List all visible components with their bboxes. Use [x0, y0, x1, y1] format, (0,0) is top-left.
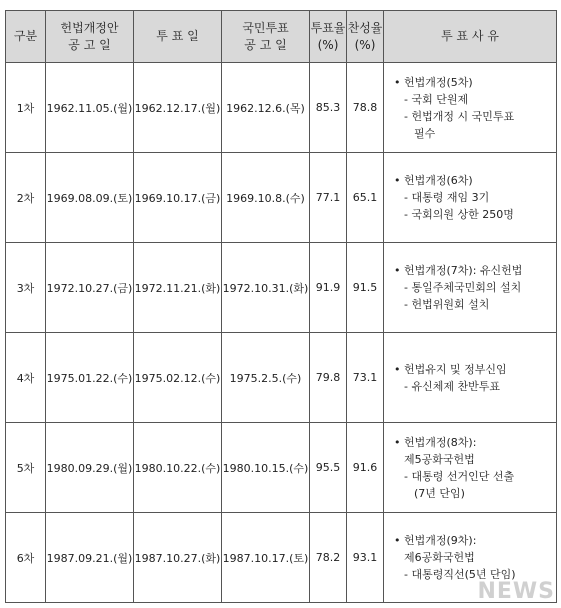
cell-reason: • 헌법개정(5차) - 국회 단원제 - 헌법개정 시 국민투표 필수	[384, 63, 557, 153]
cell-referendum-notice: 1972.10.31.(화)	[222, 243, 310, 333]
cell-proposal-date: 1987.09.21.(월)	[46, 513, 134, 603]
cell-vote-date: 1980.10.22.(수)	[134, 423, 222, 513]
cell-reason: • 헌법개정(8차): 제5공화국헌법 - 대통령 선거인단 선출 (7년 단임)	[384, 423, 557, 513]
cell-round: 4차	[6, 333, 46, 423]
cell-turnout: 78.2	[310, 513, 347, 603]
header-row	[6, 11, 557, 63]
cell-turnout: 79.8	[310, 333, 347, 423]
table-row	[6, 333, 557, 423]
cell-round: 6차	[6, 513, 46, 603]
cell-approval: 91.6	[347, 423, 384, 513]
table-row	[6, 243, 557, 333]
cell-approval: 78.8	[347, 63, 384, 153]
cell-referendum-notice: 1969.10.8.(수)	[222, 153, 310, 243]
cell-proposal-date: 1980.09.29.(월)	[46, 423, 134, 513]
header-turnout: 투표율 (%)	[310, 11, 347, 63]
header-proposal-date: 헌법개정안 공 고 일	[46, 11, 134, 63]
table-row	[6, 513, 557, 603]
cell-approval: 91.5	[347, 243, 384, 333]
cell-proposal-date: 1962.11.05.(월)	[46, 63, 134, 153]
header-vote-date: 투 표 일	[134, 11, 222, 63]
cell-round: 3차	[6, 243, 46, 333]
cell-reason: • 헌법개정(6차) - 대통령 재임 3기 - 국회의원 상한 250명	[384, 153, 557, 243]
cell-proposal-date: 1969.08.09.(토)	[46, 153, 134, 243]
header-approval: 찬성율 (%)	[347, 11, 384, 63]
cell-proposal-date: 1975.01.22.(수)	[46, 333, 134, 423]
cell-referendum-notice: 1975.2.5.(수)	[222, 333, 310, 423]
cell-vote-date: 1975.02.12.(수)	[134, 333, 222, 423]
cell-reason: • 헌법유지 및 정부신임 - 유신체제 찬반투표	[384, 333, 557, 423]
table-row	[6, 153, 557, 243]
cell-turnout: 85.3	[310, 63, 347, 153]
cell-turnout: 91.9	[310, 243, 347, 333]
cell-approval: 93.1	[347, 513, 384, 603]
cell-reason: • 헌법개정(9차): 제6공화국헌법 - 대통령직선(5년 단임)	[384, 513, 557, 603]
cell-approval: 73.1	[347, 333, 384, 423]
cell-approval: 65.1	[347, 153, 384, 243]
cell-proposal-date: 1972.10.27.(금)	[46, 243, 134, 333]
cell-turnout: 77.1	[310, 153, 347, 243]
cell-referendum-notice: 1962.12.6.(목)	[222, 63, 310, 153]
header-reason: 투 표 사 유	[384, 11, 557, 63]
cell-round: 1차	[6, 63, 46, 153]
referendum-table	[5, 10, 557, 603]
cell-reason: • 헌법개정(7차): 유신헌법 - 통일주체국민회의 설치 - 헌법위원회 설치	[384, 243, 557, 333]
watermark-logo: NEWS	[477, 579, 555, 604]
table-row	[6, 63, 557, 153]
cell-vote-date: 1962.12.17.(월)	[134, 63, 222, 153]
header-referendum-notice: 국민투표 공 고 일	[222, 11, 310, 63]
cell-vote-date: 1969.10.17.(금)	[134, 153, 222, 243]
header-round: 구분	[6, 11, 46, 63]
cell-vote-date: 1972.11.21.(화)	[134, 243, 222, 333]
cell-round: 2차	[6, 153, 46, 243]
cell-round: 5차	[6, 423, 46, 513]
cell-vote-date: 1987.10.27.(화)	[134, 513, 222, 603]
table-row	[6, 423, 557, 513]
cell-referendum-notice: 1980.10.15.(수)	[222, 423, 310, 513]
cell-referendum-notice: 1987.10.17.(토)	[222, 513, 310, 603]
cell-turnout: 95.5	[310, 423, 347, 513]
